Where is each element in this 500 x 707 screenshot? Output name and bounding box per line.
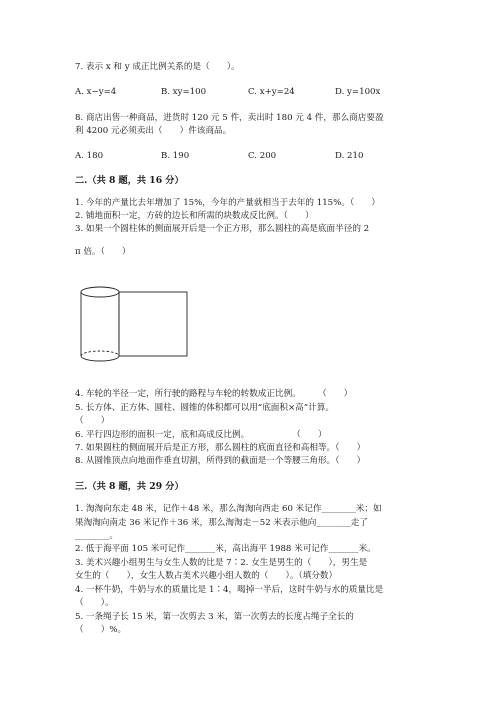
section2-line: 8. 从圆锥顶点向地面作垂直切割，所得到的截面是一个等腰三角形。（ ）: [75, 456, 366, 466]
section2-line: （ ）: [75, 416, 110, 426]
q7-option-c: C. x+y=24: [248, 87, 295, 97]
section3-line: 4. 一杯牛奶，牛奶与水的质量比是 1∶4，喝掉一半后，这时牛奶与水的质量比是: [75, 585, 384, 595]
section3-line: 3. 美术兴趣小组男生与女生人数的比是 7∶2. 女生是男生的（ ），男生是: [75, 558, 368, 568]
q8-stem-line2: 利 4200 元必须卖出（ ）件该商品。: [75, 126, 232, 136]
section3-line: （ ）%。: [75, 625, 127, 635]
section2-line: 7. 如果圆柱的侧面展开后是正方形，那么圆柱的底面直径和高相等。（ ）: [75, 443, 366, 453]
q8-option-b: B. 190: [161, 151, 190, 161]
section3-line: 果淘淘向南走 36 米记作＋36 米，那么淘淘走－52 米表示他向________走了: [75, 518, 368, 528]
q8-option-d: D. 210: [335, 151, 364, 161]
section2-line: 1. 今年的产量比去年增加了 15%，今年的产量就相当于去年的 115%。（ ）: [75, 198, 380, 208]
section2-line: 3. 如果一个圆柱体的侧面展开后是一个正方形，那么圆柱的高是底面半径的 2: [75, 224, 370, 234]
section3-heading: 三.（共 8 题，共 29 分）: [75, 481, 184, 492]
section3-line: 1. 淘淘向东走 48 米，记作＋48 米，那么淘淘向西走 60 米记作________米；如: [75, 504, 382, 514]
cylinder-bottom-front: [81, 356, 119, 361]
section3-line: （ ）。: [75, 598, 114, 608]
q7-stem: 7. 表示 x 和 y 成正比例关系的是（ ）。: [75, 62, 240, 72]
cylinder-top-ellipse: [81, 287, 119, 297]
section2-line: 2. 铺地面积一定，方砖的边长和所需的块数成反比例。（ ）: [75, 211, 314, 221]
q7-option-a: A. x−y=4: [75, 87, 117, 97]
q8-stem-line1: 8. 商店出售一种商品，进货时 120 元 5 件，卖出时 180 元 4 件，那么商店要盈: [75, 113, 384, 123]
section3-line: 女生的（ ），女生人数占美术兴趣小组人数的（ ）。（填分数）: [75, 571, 338, 581]
cylinder-net-figure: [76, 282, 192, 362]
section2-heading: 二.（共 8 题，共 16 分）: [75, 175, 184, 186]
q8-option-a: A. 180: [75, 151, 104, 161]
section2-line: π 倍。（ ）: [75, 247, 131, 257]
section3-line: ________。: [75, 531, 118, 541]
q8-option-c: C. 200: [248, 151, 277, 161]
section3-line: 5. 一条绳子长 15 米，第一次剪去 3 米，第一次剪去的长度占绳子全长的: [75, 612, 354, 622]
unfolded-rectangle: [119, 292, 187, 356]
cylinder-bottom-back-dashed: [81, 351, 119, 356]
section3-line: 2. 低于海平面 105 米可记作_______米，高出海平 1988 米可记作_______米。: [75, 544, 376, 554]
section2-line: 5. 长方体、正方体、圆柱、圆锥的体积都可以用“底面积×高”计算。: [75, 403, 334, 413]
q7-option-b: B. xy=100: [161, 87, 207, 97]
section2-line: 4. 车轮的半径一定，所行驶的路程与车轮的转数成正比例。 （ ）: [75, 389, 353, 399]
section2-line: 6. 平行四边形的面积一定，底和高成反比例。 （ ）: [75, 430, 327, 440]
q7-option-d: D. y=100x: [335, 87, 381, 97]
